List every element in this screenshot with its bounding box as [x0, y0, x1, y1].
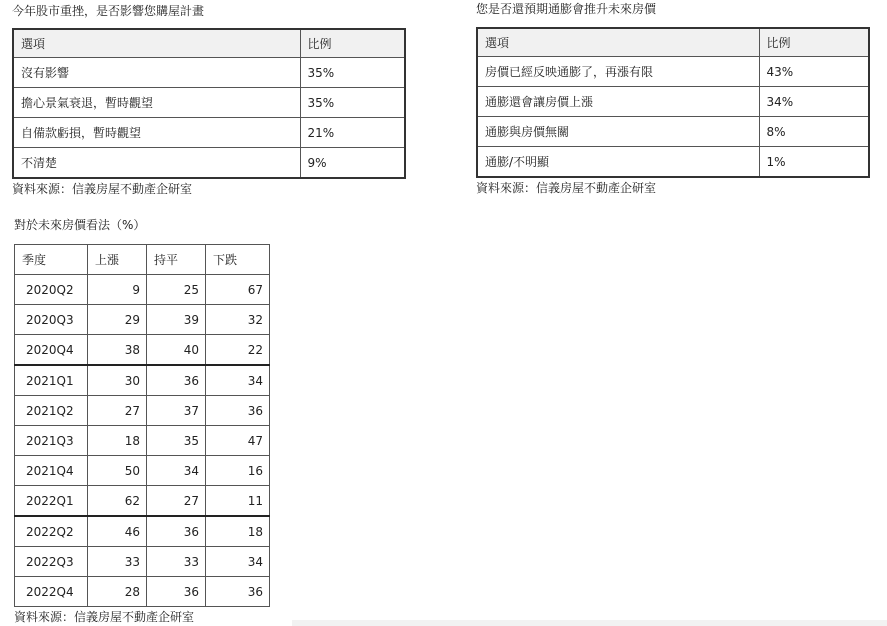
survey1-header-row: [13, 29, 405, 58]
table-row: [15, 275, 270, 305]
survey2-section: [476, 2, 870, 195]
down-cell: 32: [206, 305, 270, 335]
survey2-header-option: 選項: [477, 28, 759, 57]
table-row: [13, 118, 405, 148]
survey1-section: [12, 4, 406, 196]
up-cell: 33: [88, 547, 147, 577]
down-cell: 34: [206, 547, 270, 577]
table-row: [13, 148, 405, 179]
survey2-header-row: [477, 28, 869, 57]
option-cell: 不清楚: [13, 148, 300, 179]
option-cell: 沒有影響: [13, 58, 300, 88]
table-row: [477, 87, 869, 117]
quarter-cell: 2022Q1: [15, 486, 88, 517]
table-row: [15, 486, 270, 517]
ratio-cell: 34%: [759, 87, 869, 117]
table-row: [477, 117, 869, 147]
flat-cell: 25: [147, 275, 206, 305]
up-cell: 27: [88, 396, 147, 426]
table-row: [15, 456, 270, 486]
down-cell: 36: [206, 577, 270, 607]
up-cell: 38: [88, 335, 147, 366]
survey2-source: 資料來源：信義房屋不動產企研室: [476, 181, 657, 195]
table-row: [477, 57, 869, 87]
outlook-title: 對於未來房價看法（%）: [14, 218, 146, 232]
ratio-cell: 1%: [759, 147, 869, 178]
up-cell: 9: [88, 275, 147, 305]
table-row: [13, 88, 405, 118]
flat-cell: 36: [147, 577, 206, 607]
option-cell: 房價已經反映通膨了，再漲有限: [477, 57, 759, 87]
survey1-table: [12, 28, 406, 179]
up-cell: 30: [88, 365, 147, 396]
down-cell: 16: [206, 456, 270, 486]
flat-cell: 27: [147, 486, 206, 517]
option-cell: 通膨還會讓房價上漲: [477, 87, 759, 117]
ratio-cell: 21%: [300, 118, 405, 148]
flat-cell: 36: [147, 516, 206, 547]
up-cell: 29: [88, 305, 147, 335]
table-row: [15, 396, 270, 426]
table-row: [13, 58, 405, 88]
survey1-title: 今年股市重挫，是否影響您購屋計畫: [12, 4, 205, 18]
quarter-cell: 2021Q2: [15, 396, 88, 426]
down-cell: 11: [206, 486, 270, 517]
outlook-source: 資料來源：信義房屋不動產企研室: [14, 610, 195, 624]
table-row: [15, 516, 270, 547]
down-cell: 36: [206, 396, 270, 426]
ratio-cell: 9%: [300, 148, 405, 179]
table-row: [15, 365, 270, 396]
quarter-cell: 2020Q3: [15, 305, 88, 335]
ratio-cell: 8%: [759, 117, 869, 147]
survey1-header-ratio: 比例: [300, 29, 405, 58]
survey2-title: 您是否還預期通膨會推升未來房價: [476, 2, 657, 16]
header-up: 上漲: [88, 245, 147, 275]
table-row: [15, 305, 270, 335]
up-cell: 46: [88, 516, 147, 547]
quarter-cell: 2020Q4: [15, 335, 88, 366]
flat-cell: 37: [147, 396, 206, 426]
survey1-header-option: 選項: [13, 29, 300, 58]
quarter-cell: 2021Q1: [15, 365, 88, 396]
down-cell: 67: [206, 275, 270, 305]
flat-cell: 33: [147, 547, 206, 577]
quarter-cell: 2020Q2: [15, 275, 88, 305]
quarter-cell: 2022Q2: [15, 516, 88, 547]
flat-cell: 39: [147, 305, 206, 335]
table-row: [15, 426, 270, 456]
outlook-section: [14, 218, 270, 624]
down-cell: 18: [206, 516, 270, 547]
bottom-divider: [292, 620, 887, 626]
survey2-header-ratio: 比例: [759, 28, 869, 57]
header-flat: 持平: [147, 245, 206, 275]
up-cell: 62: [88, 486, 147, 517]
survey1-source: 資料來源：信義房屋不動產企研室: [12, 182, 193, 196]
quarter-cell: 2021Q4: [15, 456, 88, 486]
option-cell: 通膨與房價無關: [477, 117, 759, 147]
ratio-cell: 35%: [300, 88, 405, 118]
quarter-cell: 2022Q4: [15, 577, 88, 607]
ratio-cell: 43%: [759, 57, 869, 87]
flat-cell: 40: [147, 335, 206, 366]
table-row: [15, 335, 270, 366]
up-cell: 50: [88, 456, 147, 486]
outlook-table: [14, 244, 270, 607]
table-row: [15, 577, 270, 607]
option-cell: 擔心景氣衰退，暫時觀望: [13, 88, 300, 118]
option-cell: 自備款虧損，暫時觀望: [13, 118, 300, 148]
outlook-header-row: [15, 245, 270, 275]
header-quarter: 季度: [15, 245, 88, 275]
quarter-cell: 2021Q3: [15, 426, 88, 456]
down-cell: 22: [206, 335, 270, 366]
survey2-table: [476, 27, 870, 178]
up-cell: 28: [88, 577, 147, 607]
table-row: [15, 547, 270, 577]
header-down: 下跌: [206, 245, 270, 275]
up-cell: 18: [88, 426, 147, 456]
quarter-cell: 2022Q3: [15, 547, 88, 577]
flat-cell: 35: [147, 426, 206, 456]
flat-cell: 36: [147, 365, 206, 396]
down-cell: 47: [206, 426, 270, 456]
option-cell: 通膨/不明顯: [477, 147, 759, 178]
down-cell: 34: [206, 365, 270, 396]
ratio-cell: 35%: [300, 58, 405, 88]
table-row: [477, 147, 869, 178]
flat-cell: 34: [147, 456, 206, 486]
